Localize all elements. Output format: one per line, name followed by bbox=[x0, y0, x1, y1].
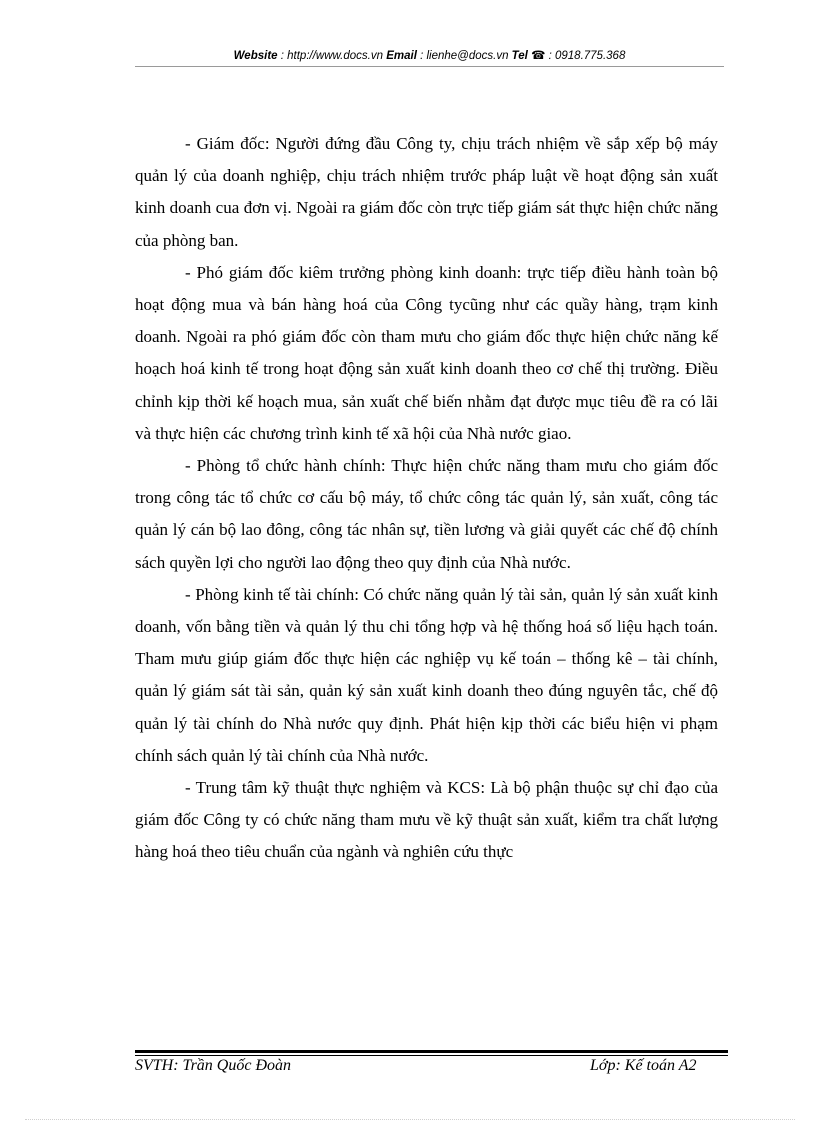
paragraph-trung-tam-ky-thuat: - Trung tâm kỹ thuật thực nghiệm và KCS: Là bộ phận thuộc sự chỉ đạo của giám đốc Công ty có chức năng tham mưu về kỹ thuật sản xuất, kiểm tra chất lượng hàng hoá theo tiêu chuẩn của ngành và nghiên cứu thực bbox=[135, 778, 718, 862]
footer-divider-thin bbox=[135, 1055, 728, 1056]
paragraph-pho-giam-doc: - Phó giám đốc kiêm trưởng phòng kinh doanh: trực tiếp điều hành toàn bộ hoạt động mua và bán hàng hoá của Công tycũng như các quầy hàng, trạm kinh doanh. Ngoài ra phó giám đốc còn tham mưu cho giám đốc thực hiện chức năng kế hoạch hoá kinh tế trong hoạt động sản xuất kinh doanh theo cơ chế thị trường. Điều chỉnh kịp thời kế hoạch mua, sản xuất chế biến nhằm đạt được mục tiêu đề ra có lãi và thực hiện các chương trình kinh tế xã hội của Nhà nước giao. bbox=[135, 262, 718, 443]
footer-student: SVTH: Trần Quốc Đoàn bbox=[135, 1057, 292, 1074]
website-value: : http://www.docs.vn bbox=[277, 50, 387, 62]
email-value: : lienhe@docs.vn bbox=[416, 50, 512, 62]
header-divider bbox=[135, 66, 724, 67]
paragraph-giam-doc: - Giám đốc: Người đứng đầu Công ty, chịu trách nhiệm về sắp xếp bộ máy quản lý của doanh nghiệp, chịu trách nhiệm trước pháp luật về hoạt động sản xuất kinh doanh cua đơn vị. Ngoài ra giám đốc còn trực tiếp giám sát thực hiện chức năng của phòng ban. bbox=[135, 134, 718, 250]
footer-divider-thick bbox=[135, 1050, 728, 1053]
website-label: Website bbox=[233, 50, 278, 62]
paragraph-phong-kinh-te: - Phòng kinh tế tài chính: Có chức năng quản lý tài sản, quản lý sản xuất kinh doanh, vốn bằng tiền và quản lý thu chi tổng hợp và hệ thống hoá số liệu hạch toán. Tham mưu giúp giám đốc thực hiện các nghiệp vụ kế toán – thống kê – tài chính, quản lý giám sát tài sản, quản ký sản xuất kinh doanh theo đúng nguyên tắc, chế độ quản lý tài chính do Nhà nước quy định. Phát hiện kịp thời các biểu hiện vi phạm chính sách quản lý tài chính của Nhà nước. bbox=[135, 584, 718, 765]
page-bottom-border bbox=[25, 1119, 795, 1120]
footer-class: Lớp: Kế toán A2 bbox=[590, 1057, 697, 1074]
document-body bbox=[135, 128, 718, 869]
telephone-icon: ☎ bbox=[531, 50, 546, 62]
email-label: Email bbox=[386, 50, 417, 62]
tel-value: : 0918.775.368 bbox=[545, 50, 626, 62]
tel-label: Tel bbox=[511, 50, 528, 62]
paragraph-phong-to-chuc: - Phòng tổ chức hành chính: Thực hiện chức năng tham mưu cho giám đốc trong công tác tổ chức cơ cấu bộ máy, tổ chức công tác quản lý, sản xuất, công tác quản lý cán bộ lao đông, công tác nhân sự, tiền lương và giải quyết các chế độ chính sách quyền lợi cho người lao động theo quy định của Nhà nước. bbox=[135, 456, 718, 572]
page-header bbox=[135, 48, 724, 62]
